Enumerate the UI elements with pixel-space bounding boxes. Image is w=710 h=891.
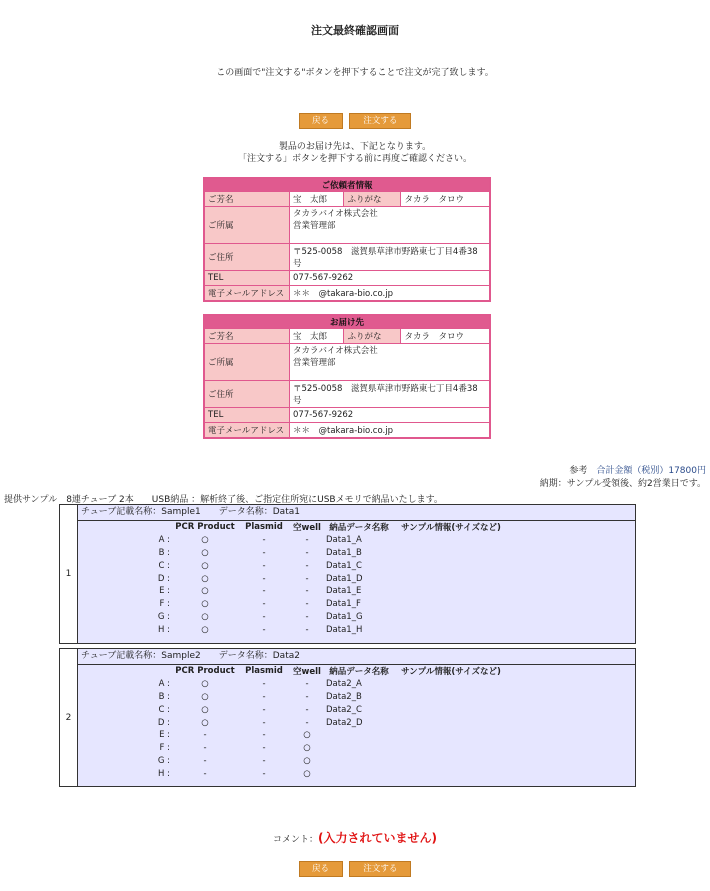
well-cell-empty: ○: [303, 768, 311, 779]
well-row: [140, 611, 508, 624]
tube-number: 2: [60, 649, 78, 787]
note-line: 「注文する」ボタンを押下する前に再度ご確認ください。: [237, 154, 472, 164]
well-cell-data: Data1_G: [326, 611, 363, 622]
back-button[interactable]: 戻る: [299, 113, 343, 129]
well-cell-empty: -: [305, 586, 309, 597]
intro-text: この画面で"注文する"ボタンを押下することで注文が完了致します。: [216, 68, 494, 78]
well-cell-info: [394, 691, 508, 704]
well-cell-plasmid: -: [262, 573, 266, 584]
well-cell-empty: -: [305, 573, 309, 584]
well-cell-well: B :: [158, 691, 170, 702]
well-cell-empty: -: [305, 624, 309, 635]
address-label: ご住所: [204, 381, 290, 408]
reference-prefix: 参考: [569, 466, 597, 476]
delivery-heading: お届け先: [204, 315, 490, 329]
column-header: Plasmid: [245, 666, 283, 677]
well-cell-info: [394, 703, 508, 716]
well-cell-empty: ○: [303, 755, 311, 766]
well-cell-info: [394, 678, 508, 691]
well-cell-empty: -: [305, 560, 309, 571]
column-header: Plasmid: [245, 522, 283, 533]
well-cell-well: H :: [158, 624, 170, 635]
affiliation-company: タカラバイオ株式会社: [293, 346, 378, 356]
comment-row: [0, 829, 710, 846]
well-cell-plasmid: -: [262, 547, 266, 558]
well-cell-info: [394, 767, 508, 780]
well-cell-info: [394, 559, 508, 572]
column-header: PCR Product: [175, 666, 235, 677]
top-button-row: [0, 113, 710, 129]
affiliation-dept: 営業管理部: [293, 358, 336, 368]
affiliation-company: タカラバイオ株式会社: [293, 209, 378, 219]
well-cell-empty: -: [305, 691, 309, 702]
well-cell-pcr: -: [203, 755, 207, 766]
column-header: サンプル情報(サイズなど): [401, 523, 501, 534]
well-cell-well: E :: [159, 586, 170, 597]
well-cell-pcr: ○: [201, 611, 209, 622]
tel-label: TEL: [204, 408, 290, 423]
well-cell-empty: -: [305, 704, 309, 715]
well-col-blank: [140, 665, 172, 678]
well-header-row: [140, 521, 508, 534]
tel-value: 077-567-9262: [290, 271, 491, 286]
well-cell-plasmid: -: [262, 730, 266, 741]
well-row: [140, 755, 508, 768]
well-col-blank: [140, 521, 172, 534]
well-cell-plasmid: -: [262, 691, 266, 702]
well-cell-plasmid: -: [262, 586, 266, 597]
delivery-time: 納期：サンプル受領後、約2営業日です。: [539, 479, 706, 489]
kana-value: タカラ タロウ: [401, 192, 490, 207]
well-cell-pcr: ○: [201, 599, 209, 610]
well-row: [140, 572, 508, 585]
well-cell-pcr: ○: [201, 535, 209, 546]
well-table: [140, 521, 508, 636]
well-header-row: [140, 665, 508, 678]
well-cell-data: [324, 755, 394, 768]
well-cell-empty: -: [305, 717, 309, 728]
well-cell-plasmid: -: [262, 560, 266, 571]
page-title: 注文最終確認画面: [311, 24, 399, 37]
well-cell-pcr: ○: [201, 547, 209, 558]
well-row: [140, 691, 508, 704]
well-cell-info: [394, 716, 508, 729]
well-cell-info: [394, 755, 508, 768]
address-value: 〒525-0058 滋賀県草津市野路東七丁目4番38号: [290, 244, 491, 271]
well-cell-empty: ○: [303, 743, 311, 754]
email-value: ＊＊ @takara-bio.co.jp: [290, 423, 491, 439]
tube-table-2: [59, 648, 636, 787]
well-cell-plasmid: -: [262, 611, 266, 622]
well-cell-pcr: ○: [201, 586, 209, 597]
tube-header: チューブ記載名称：Sample2 データ名称：Data2: [78, 649, 635, 665]
email-label: 電子メールアドレス: [204, 286, 290, 302]
tube-content: [78, 649, 636, 787]
well-cell-pcr: ○: [201, 691, 209, 702]
well-table: [140, 665, 508, 780]
tube-table-1: [59, 504, 636, 644]
well-cell-plasmid: -: [262, 704, 266, 715]
well-cell-info: [394, 547, 508, 560]
well-cell-data: Data1_E: [326, 586, 362, 597]
well-row: [140, 729, 508, 742]
well-row: [140, 547, 508, 560]
well-cell-data: Data1_A: [326, 535, 362, 546]
kana-value: タカラ タロウ: [401, 329, 490, 344]
kana-label: ふりがな: [344, 329, 401, 344]
well-row: [140, 703, 508, 716]
well-row: [140, 678, 508, 691]
order-button[interactable]: 注文する: [349, 113, 411, 129]
well-cell-info: [394, 585, 508, 598]
note-line: 製品のお届け先は、下記となります。: [278, 142, 432, 152]
well-cell-data: Data2_C: [326, 704, 362, 715]
well-row: [140, 585, 508, 598]
well-cell-plasmid: -: [262, 624, 266, 635]
tube-number: 1: [60, 505, 78, 644]
well-cell-info: [394, 729, 508, 742]
comment-label: コメント：: [273, 835, 319, 845]
well-cell-data: [324, 767, 394, 780]
bottom-button-row: [0, 861, 710, 877]
well-cell-plasmid: -: [262, 535, 266, 546]
affiliation-dept: 営業管理部: [293, 221, 336, 231]
well-row: [140, 742, 508, 755]
total-amount: 合計金額（税別）17800円: [596, 466, 706, 476]
well-row: [140, 534, 508, 547]
well-cell-empty: -: [305, 611, 309, 622]
name-value: 宝 太郎: [290, 192, 344, 207]
tel-label: TEL: [204, 271, 290, 286]
well-cell-pcr: -: [203, 730, 207, 741]
well-cell-plasmid: -: [262, 679, 266, 690]
column-header: 納品データ名称: [329, 667, 389, 678]
well-cell-pcr: -: [203, 768, 207, 779]
well-cell-data: Data1_F: [326, 599, 361, 610]
well-cell-well: A :: [158, 535, 170, 546]
tube-header: チューブ記載名称：Sample1 データ名称：Data1: [78, 505, 635, 521]
well-cell-data: Data1_B: [326, 547, 362, 558]
kana-label: ふりがな: [344, 192, 401, 207]
affiliation-value: [290, 207, 491, 244]
name-value: 宝 太郎: [290, 329, 344, 344]
back-button[interactable]: 戻る: [299, 861, 343, 877]
column-header: PCR Product: [175, 522, 235, 533]
column-header: サンプル情報(サイズなど): [401, 667, 501, 678]
well-cell-plasmid: -: [262, 743, 266, 754]
well-cell-info: [394, 623, 508, 636]
sample-summary: 提供サンプル 8連チューブ 2本 USB納品 ：解析終了後、ご指定住所宛にUSBメモリで納品いたします。: [4, 495, 443, 505]
well-cell-empty: -: [305, 679, 309, 690]
well-row: [140, 598, 508, 611]
well-cell-info: [394, 742, 508, 755]
well-cell-pcr: ○: [201, 679, 209, 690]
well-cell-pcr: ○: [201, 624, 209, 635]
well-cell-pcr: ○: [201, 573, 209, 584]
well-cell-pcr: ○: [201, 717, 209, 728]
column-header: 納品データ名称: [329, 523, 389, 534]
well-cell-data: [324, 742, 394, 755]
well-row: [140, 716, 508, 729]
comment-value: (入力されていません): [318, 831, 437, 845]
well-cell-data: Data1_C: [326, 560, 362, 571]
email-value: ＊＊ @takara-bio.co.jp: [290, 286, 491, 302]
well-cell-well: C :: [158, 560, 170, 571]
tel-value: 077-567-9262: [290, 408, 491, 423]
affiliation-label: ご所属: [204, 344, 290, 381]
well-cell-well: F :: [159, 743, 170, 754]
name-label: ご芳名: [204, 329, 290, 344]
well-cell-well: G :: [157, 611, 170, 622]
well-cell-pcr: ○: [201, 704, 209, 715]
well-cell-empty: ○: [303, 730, 311, 741]
address-label: ご住所: [204, 244, 290, 271]
well-row: [140, 623, 508, 636]
well-cell-data: Data1_D: [326, 573, 363, 584]
requester-info-table: [203, 177, 491, 302]
well-cell-info: [394, 611, 508, 624]
well-cell-well: A :: [158, 679, 170, 690]
name-label: ご芳名: [204, 192, 290, 207]
well-cell-well: G :: [157, 755, 170, 766]
well-cell-info: [394, 534, 508, 547]
well-cell-data: Data2_A: [326, 679, 362, 690]
well-row: [140, 559, 508, 572]
well-cell-empty: -: [305, 599, 309, 610]
well-cell-data: Data2_D: [326, 717, 363, 728]
well-cell-well: F :: [159, 599, 170, 610]
well-cell-empty: -: [305, 535, 309, 546]
well-cell-plasmid: -: [262, 599, 266, 610]
affiliation-label: ご所属: [204, 207, 290, 244]
requester-heading: ご依頼者情報: [204, 178, 490, 192]
tube-content: [78, 505, 636, 644]
total-line: [540, 465, 706, 478]
well-cell-data: Data1_H: [326, 624, 363, 635]
reference-info: [540, 465, 706, 491]
well-cell-well: E :: [159, 730, 170, 741]
affiliation-value: [290, 344, 491, 381]
well-cell-well: C :: [158, 704, 170, 715]
well-cell-well: B :: [158, 547, 170, 558]
well-row: [140, 767, 508, 780]
address-value: 〒525-0058 滋賀県草津市野路東七丁目4番38号: [290, 381, 491, 408]
well-cell-well: H :: [158, 768, 170, 779]
order-button[interactable]: 注文する: [349, 861, 411, 877]
column-header: 空well: [293, 667, 321, 678]
well-cell-plasmid: -: [262, 717, 266, 728]
well-cell-info: [394, 598, 508, 611]
email-label: 電子メールアドレス: [204, 423, 290, 439]
well-cell-empty: -: [305, 547, 309, 558]
well-cell-well: D :: [157, 573, 170, 584]
well-cell-well: D :: [157, 717, 170, 728]
well-cell-data: [324, 729, 394, 742]
well-cell-info: [394, 572, 508, 585]
well-cell-data: Data2_B: [326, 691, 362, 702]
well-cell-pcr: -: [203, 743, 207, 754]
column-header: 空well: [293, 523, 321, 534]
delivery-info-table: [203, 314, 491, 439]
delivery-note: [0, 141, 710, 165]
well-cell-plasmid: -: [262, 755, 266, 766]
well-cell-pcr: ○: [201, 560, 209, 571]
well-cell-plasmid: -: [262, 768, 266, 779]
